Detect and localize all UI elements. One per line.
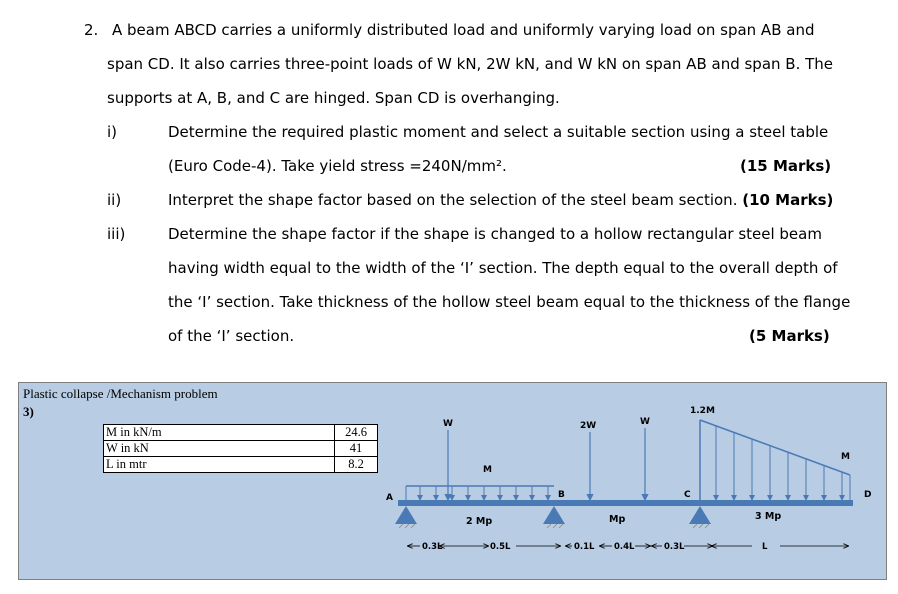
part-iii-marks: (5 Marks)	[749, 327, 830, 345]
part-iii-label: iii)	[107, 225, 126, 243]
label-c: C	[684, 490, 691, 500]
label-dim-5: 0.3L	[664, 542, 685, 552]
param-label: L in mtr	[104, 457, 335, 473]
question-line-3: supports at A, B, and C are hinged. Span CD is overhanging.	[107, 89, 560, 107]
panel-title: Plastic collapse /Mechanism problem	[23, 386, 218, 401]
label-d: D	[864, 490, 872, 500]
part-i-line-1: Determine the required plastic moment and select a suitable section using a steel table	[168, 123, 829, 141]
label-a: A	[386, 493, 393, 503]
label-dim-6: L	[762, 542, 768, 552]
param-label: M in kN/m	[104, 425, 335, 441]
label-udl: M	[483, 465, 492, 475]
label-dim-3: 0.1L	[574, 542, 595, 552]
uvl-load	[700, 420, 850, 500]
label-mp-cd: 3 Mp	[755, 511, 782, 522]
label-w2: W	[640, 417, 650, 427]
label-w1: W	[443, 419, 453, 429]
part-i-marks: (15 Marks)	[740, 157, 832, 175]
label-mp-ab: 2 Mp	[466, 516, 493, 527]
label-dim-4: 0.4L	[614, 542, 635, 552]
support-c	[689, 506, 711, 524]
question-line-2: span CD. It also carries three-point loads of W kN, 2W kN, and W kN on span AB and span B. The	[107, 55, 834, 73]
param-value: 8.2	[335, 457, 378, 473]
label-dim-2: 0.5L	[490, 542, 511, 552]
label-2w: 2W	[580, 421, 597, 431]
point-loads	[448, 428, 645, 500]
label-mp-bc: Mp	[609, 514, 626, 525]
label-dim-1: 0.3L	[422, 542, 443, 552]
param-value: 41	[335, 441, 378, 457]
beam-bar	[398, 500, 853, 506]
label-b: B	[558, 490, 565, 500]
panel-number: 3)	[23, 404, 34, 419]
part-iii-line-2: having width equal to the width of the ‘I’ section. The depth equal to the overall depth of	[168, 259, 838, 277]
part-iii-line-1: Determine the shape factor if the shape is changed to a hollow rectangular steel beam	[168, 225, 822, 243]
part-ii-label: ii)	[107, 191, 122, 209]
question-number: 2.	[84, 21, 99, 39]
udl-load	[406, 486, 554, 500]
support-a	[395, 506, 417, 524]
support-b	[543, 506, 565, 524]
param-value: 24.6	[335, 425, 378, 441]
question-line-1: A beam ABCD carries a uniformly distributed load and uniformly varying load on span AB and	[112, 21, 815, 39]
part-ii-text: Interpret the shape factor based on the selection of the steel beam section.	[168, 191, 743, 209]
supports	[395, 506, 711, 528]
param-label: W in kN	[104, 441, 335, 457]
label-uvl-end: M	[841, 452, 850, 462]
part-iii-line-4: of the ‘I’ section.	[168, 327, 295, 345]
label-uvl-peak: 1.2M	[690, 406, 715, 416]
part-ii-marks: (10 Marks)	[742, 191, 834, 209]
part-iii-line-3: the ‘I’ section. Take thickness of the hollow steel beam equal to the thickness of the flange	[168, 293, 851, 311]
part-i-label: i)	[107, 123, 118, 141]
part-i-line-2: (Euro Code-4). Take yield stress =240N/mm².	[168, 157, 507, 175]
